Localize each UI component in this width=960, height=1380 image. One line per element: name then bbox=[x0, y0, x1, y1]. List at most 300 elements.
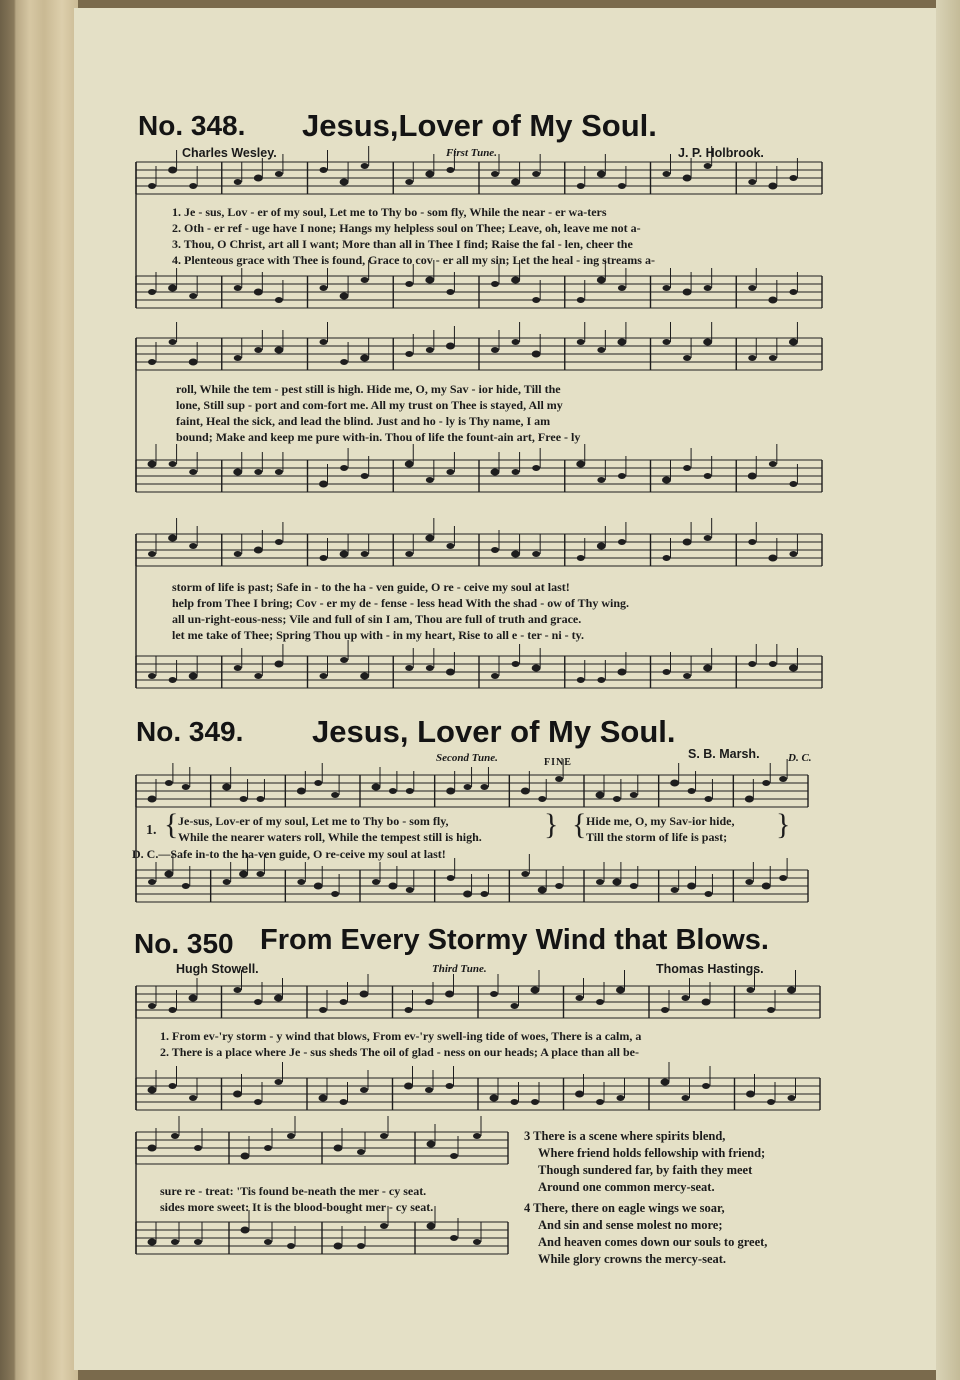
note-head bbox=[334, 1145, 342, 1151]
hymn-349-dc-mark: D. C. bbox=[788, 752, 812, 764]
left-brace: { bbox=[572, 808, 587, 841]
note-head bbox=[194, 1239, 202, 1245]
note-head bbox=[597, 477, 605, 483]
note-head bbox=[148, 673, 156, 679]
note-head bbox=[447, 788, 455, 794]
note-head bbox=[704, 535, 712, 541]
note-head bbox=[297, 879, 305, 885]
hymn-350-tune: Third Tune. bbox=[432, 963, 487, 975]
note-head bbox=[189, 543, 197, 549]
note-head bbox=[512, 277, 520, 283]
note-head bbox=[275, 1079, 283, 1085]
note-head bbox=[512, 469, 520, 475]
note-head bbox=[361, 355, 369, 361]
lyric-line: Hide me, O, my Sav-ior hide, bbox=[586, 814, 735, 828]
note-head bbox=[169, 535, 177, 541]
note-head bbox=[704, 339, 712, 345]
note-head bbox=[357, 1243, 365, 1249]
note-head bbox=[762, 883, 770, 889]
note-head bbox=[480, 891, 488, 897]
hymn-350-title: From Every Stormy Wind that Blows. bbox=[260, 924, 769, 956]
note-head bbox=[555, 883, 563, 889]
note-head bbox=[704, 285, 712, 291]
lyric-line: roll, While the tem - pest still is high. Hide me, O, my Sav - ior hide, Till the bbox=[176, 382, 561, 396]
note-head bbox=[182, 784, 190, 790]
note-head bbox=[360, 991, 368, 997]
note-head bbox=[360, 1087, 368, 1093]
note-head bbox=[767, 1099, 775, 1105]
note-head bbox=[671, 780, 679, 786]
hymn-350-composer: Thomas Hastings. bbox=[656, 962, 764, 976]
note-head bbox=[320, 673, 328, 679]
note-head bbox=[165, 780, 173, 786]
note-head bbox=[405, 179, 413, 185]
note-head bbox=[426, 347, 434, 353]
lyric-line: Je-sus, Lov-er of my soul, Let me to Thy bo - som fly, bbox=[178, 814, 449, 828]
note-head bbox=[747, 987, 755, 993]
note-head bbox=[617, 987, 625, 993]
note-head bbox=[747, 1091, 755, 1097]
note-head bbox=[297, 788, 305, 794]
lyric-line: 2. There is a place where Je - sus sheds The oil of glad - ness on our heads; A place than all be- bbox=[160, 1045, 639, 1059]
note-head bbox=[748, 473, 756, 479]
note-head bbox=[762, 780, 770, 786]
note-head bbox=[779, 776, 787, 782]
note-head bbox=[189, 995, 197, 1001]
note-head bbox=[254, 999, 262, 1005]
note-head bbox=[148, 551, 156, 557]
note-head bbox=[531, 1099, 539, 1105]
lyric-line: faint, Heal the sick, and lead the blind. Just and ho - ly is Thy name, I am bbox=[176, 414, 551, 428]
note-head bbox=[189, 293, 197, 299]
note-head bbox=[491, 171, 499, 177]
note-head bbox=[597, 171, 605, 177]
note-head bbox=[189, 1095, 197, 1101]
note-head bbox=[405, 281, 413, 287]
note-head bbox=[275, 469, 283, 475]
note-head bbox=[748, 355, 756, 361]
note-head bbox=[234, 179, 242, 185]
lyric-line: let me take of Thee; Spring Thou up with - in my heart, Rise to all e - ter - ni - ty. bbox=[172, 628, 584, 642]
note-head bbox=[275, 171, 283, 177]
lyric-line: help from Thee I bring; Cov - er my de - fense - less head With the shad - ow of Thy wing. bbox=[172, 596, 630, 610]
note-head bbox=[320, 285, 328, 291]
note-head bbox=[704, 473, 712, 479]
hymn-349-number: No. 349. bbox=[136, 716, 244, 747]
lyric-line: sure re - treat: 'Tis found be-neath the mer - cy seat. bbox=[160, 1184, 427, 1198]
note-head bbox=[256, 871, 264, 877]
note-head bbox=[597, 347, 605, 353]
note-head bbox=[241, 1153, 249, 1159]
note-head bbox=[256, 796, 264, 802]
note-head bbox=[389, 788, 397, 794]
note-head bbox=[361, 277, 369, 283]
note-head bbox=[234, 551, 242, 557]
note-head bbox=[334, 1243, 342, 1249]
note-head bbox=[405, 351, 413, 357]
note-head bbox=[254, 289, 262, 295]
hymn-349-tune: Second Tune. bbox=[436, 752, 498, 764]
hymn-348-lyrics-2 bbox=[176, 381, 580, 445]
note-head bbox=[789, 175, 797, 181]
note-head bbox=[223, 784, 231, 790]
note-head bbox=[405, 665, 413, 671]
note-head bbox=[748, 285, 756, 291]
note-head bbox=[663, 171, 671, 177]
note-head bbox=[663, 669, 671, 675]
note-head bbox=[597, 277, 605, 283]
note-head bbox=[287, 1133, 295, 1139]
note-head bbox=[512, 661, 520, 667]
note-head bbox=[340, 359, 348, 365]
note-head bbox=[538, 887, 546, 893]
note-head bbox=[340, 551, 348, 557]
note-head bbox=[148, 1003, 156, 1009]
hymn-349-title: Jesus, Lover of My Soul. bbox=[312, 714, 676, 749]
note-head bbox=[406, 788, 414, 794]
note-head bbox=[473, 1133, 481, 1139]
note-head bbox=[319, 1095, 327, 1101]
note-head bbox=[521, 788, 529, 794]
hymn-348-number: No. 348. bbox=[138, 110, 246, 141]
note-head bbox=[788, 987, 796, 993]
note-head bbox=[169, 339, 177, 345]
note-head bbox=[169, 461, 177, 467]
note-head bbox=[630, 792, 638, 798]
note-head bbox=[663, 285, 671, 291]
note-head bbox=[405, 1007, 413, 1013]
note-head bbox=[532, 665, 540, 671]
right-brace: } bbox=[776, 808, 791, 841]
note-head bbox=[512, 551, 520, 557]
note-head bbox=[427, 1223, 435, 1229]
note-head bbox=[577, 339, 585, 345]
note-head bbox=[234, 987, 242, 993]
hymn-350-lyrics-1 bbox=[160, 1028, 641, 1060]
hymn-350-verse-4 bbox=[524, 1200, 767, 1268]
note-head bbox=[148, 879, 156, 885]
note-head bbox=[789, 551, 797, 557]
note-head bbox=[618, 473, 626, 479]
hymn-349-fine: FINE bbox=[544, 757, 572, 768]
note-head bbox=[597, 677, 605, 683]
note-head bbox=[148, 1087, 156, 1093]
note-head bbox=[361, 673, 369, 679]
note-head bbox=[745, 796, 753, 802]
note-head bbox=[148, 289, 156, 295]
note-head bbox=[532, 551, 540, 557]
note-head bbox=[426, 665, 434, 671]
note-head bbox=[340, 465, 348, 471]
hymn-348-composer: J. P. Holbrook. bbox=[678, 146, 764, 160]
hymn-348-author: Charles Wesley. bbox=[182, 146, 277, 160]
note-head bbox=[165, 871, 173, 877]
note-head bbox=[169, 1083, 177, 1089]
note-head bbox=[769, 297, 777, 303]
verse-line: And heaven comes down our souls to greet, bbox=[538, 1235, 768, 1249]
note-head bbox=[314, 883, 322, 889]
note-head bbox=[683, 465, 691, 471]
note-head bbox=[704, 163, 712, 169]
note-head bbox=[240, 796, 248, 802]
hymn-348-tune: First Tune. bbox=[446, 147, 497, 159]
verse-line: Around one common mercy-seat. bbox=[538, 1180, 715, 1194]
note-head bbox=[576, 1091, 584, 1097]
note-head bbox=[148, 1145, 156, 1151]
note-head bbox=[683, 539, 691, 545]
verse-line: Though sundered far, by faith they meet bbox=[538, 1163, 753, 1177]
left-brace: { bbox=[164, 808, 179, 841]
note-head bbox=[596, 879, 604, 885]
note-head bbox=[427, 1141, 435, 1147]
note-head bbox=[663, 555, 671, 561]
note-head bbox=[663, 477, 671, 483]
note-head bbox=[490, 1095, 498, 1101]
note-head bbox=[189, 673, 197, 679]
note-head bbox=[446, 343, 454, 349]
lyric-line: Till the storm of life is past; bbox=[586, 830, 728, 844]
note-head bbox=[618, 183, 626, 189]
note-head bbox=[617, 1095, 625, 1101]
note-head bbox=[361, 163, 369, 169]
note-head bbox=[426, 477, 434, 483]
note-head bbox=[683, 289, 691, 295]
note-head bbox=[171, 1239, 179, 1245]
note-head bbox=[661, 1079, 669, 1085]
note-head bbox=[450, 1235, 458, 1241]
hymn-350-number: No. 350 bbox=[134, 928, 234, 959]
note-head bbox=[361, 551, 369, 557]
note-head bbox=[702, 999, 710, 1005]
note-head bbox=[425, 999, 433, 1005]
note-head bbox=[769, 555, 777, 561]
note-head bbox=[275, 539, 283, 545]
note-head bbox=[682, 995, 690, 1001]
note-head bbox=[577, 461, 585, 467]
note-head bbox=[254, 547, 262, 553]
note-head bbox=[264, 1145, 272, 1151]
note-head bbox=[577, 677, 585, 683]
note-head bbox=[490, 991, 498, 997]
note-head bbox=[148, 183, 156, 189]
note-head bbox=[531, 987, 539, 993]
verse-line: Where friend holds fellowship with friend; bbox=[538, 1146, 766, 1160]
note-head bbox=[254, 1099, 262, 1105]
verse-line: While glory crowns the mercy-seat. bbox=[538, 1252, 727, 1266]
note-head bbox=[380, 1133, 388, 1139]
note-head bbox=[169, 1007, 177, 1013]
verse-line: And sin and sense molest no more; bbox=[538, 1218, 723, 1232]
note-head bbox=[521, 871, 529, 877]
note-head bbox=[287, 1243, 295, 1249]
note-head bbox=[148, 461, 156, 467]
note-head bbox=[789, 481, 797, 487]
note-head bbox=[234, 1091, 242, 1097]
note-head bbox=[767, 1007, 775, 1013]
note-head bbox=[769, 461, 777, 467]
note-head bbox=[275, 347, 283, 353]
note-head bbox=[234, 285, 242, 291]
note-head bbox=[254, 175, 262, 181]
lyric-line: 4. Plenteous grace with Thee is found, Grace to cov - er all my sin; Let the heal - ing streams a- bbox=[172, 253, 655, 267]
hymn-350-lyrics-2 bbox=[160, 1183, 433, 1215]
note-head bbox=[234, 665, 242, 671]
note-head bbox=[425, 1087, 433, 1093]
note-head bbox=[618, 285, 626, 291]
note-head bbox=[340, 179, 348, 185]
note-head bbox=[340, 293, 348, 299]
note-head bbox=[464, 784, 472, 790]
note-head bbox=[446, 469, 454, 475]
lyric-line: 2. Oth - er ref - uge have I none; Hangs my helpless soul on Thee; Leave, oh, leave me not a- bbox=[172, 221, 641, 235]
note-head bbox=[380, 1223, 388, 1229]
note-head bbox=[511, 1099, 519, 1105]
note-head bbox=[189, 469, 197, 475]
note-head bbox=[340, 1099, 348, 1105]
note-head bbox=[532, 351, 540, 357]
note-head bbox=[683, 673, 691, 679]
lyric-line: 1. From ev-'ry storm - y wind that blows, From ev-'ry swell-ing tide of woes, There is a calm, a bbox=[160, 1029, 642, 1043]
note-head bbox=[446, 669, 454, 675]
verse-line: 3 There is a scene where spirits blend, bbox=[524, 1129, 726, 1143]
note-head bbox=[182, 883, 190, 889]
note-head bbox=[340, 657, 348, 663]
lyric-line: all un-right-eous-ness; Vile and full of sin I am, Thou are full of truth and grace. bbox=[172, 612, 582, 626]
verse-line: 4 There, there on eagle wings we soar, bbox=[524, 1201, 725, 1215]
note-head bbox=[618, 539, 626, 545]
hymn-349-composer: S. B. Marsh. bbox=[688, 747, 760, 761]
note-head bbox=[254, 673, 262, 679]
note-head bbox=[389, 883, 397, 889]
note-head bbox=[473, 1239, 481, 1245]
note-head bbox=[532, 465, 540, 471]
lyric-line: While the nearer waters roll, While the tempest still is high. bbox=[178, 830, 482, 844]
note-head bbox=[169, 677, 177, 683]
note-head bbox=[577, 297, 585, 303]
note-head bbox=[491, 281, 499, 287]
note-head bbox=[446, 543, 454, 549]
lyric-line: lone, Still sup - port and com-fort me. All my trust on Thee is stayed, All my bbox=[176, 398, 563, 412]
note-head bbox=[688, 788, 696, 794]
note-head bbox=[748, 179, 756, 185]
note-head bbox=[148, 359, 156, 365]
note-head bbox=[234, 355, 242, 361]
note-head bbox=[512, 179, 520, 185]
note-head bbox=[405, 461, 413, 467]
note-head bbox=[512, 339, 520, 345]
note-head bbox=[314, 780, 322, 786]
note-head bbox=[577, 183, 585, 189]
note-head bbox=[555, 776, 563, 782]
note-head bbox=[320, 481, 328, 487]
note-head bbox=[491, 547, 499, 553]
note-head bbox=[241, 1227, 249, 1233]
lyric-line: 1. Je - sus, Lov - er of my soul, Let me to Thy bo - som fly, While the near - er wa-ters bbox=[172, 205, 607, 219]
note-head bbox=[320, 339, 328, 345]
note-head bbox=[769, 661, 777, 667]
hymn-349-lyrics-a bbox=[178, 813, 482, 845]
note-head bbox=[491, 469, 499, 475]
hymn-348-title: Jesus,Lover of My Soul. bbox=[302, 108, 657, 143]
note-head bbox=[406, 887, 414, 893]
note-head bbox=[618, 669, 626, 675]
note-head bbox=[704, 665, 712, 671]
note-head bbox=[663, 339, 671, 345]
note-head bbox=[426, 535, 434, 541]
note-head bbox=[357, 1149, 365, 1155]
note-head bbox=[613, 796, 621, 802]
note-head bbox=[264, 1239, 272, 1245]
note-head bbox=[683, 175, 691, 181]
note-head bbox=[789, 289, 797, 295]
note-head bbox=[331, 792, 339, 798]
note-head bbox=[576, 995, 584, 1001]
note-head bbox=[779, 875, 787, 881]
note-head bbox=[405, 551, 413, 557]
hymn-348-lyrics-1 bbox=[172, 204, 655, 268]
note-head bbox=[538, 796, 546, 802]
note-head bbox=[704, 891, 712, 897]
note-head bbox=[702, 1083, 710, 1089]
note-head bbox=[613, 879, 621, 885]
note-head bbox=[446, 1083, 454, 1089]
note-head bbox=[446, 289, 454, 295]
note-head bbox=[319, 1007, 327, 1013]
note-head bbox=[189, 183, 197, 189]
hymn-349-dc-line: D. C.—Safe in-to the ha-ven guide, O re-ceive my soul at last! bbox=[132, 847, 446, 861]
note-head bbox=[446, 991, 454, 997]
note-head bbox=[426, 277, 434, 283]
note-head bbox=[745, 879, 753, 885]
note-head bbox=[596, 999, 604, 1005]
note-head bbox=[688, 883, 696, 889]
note-head bbox=[511, 1003, 519, 1009]
note-head bbox=[426, 171, 434, 177]
note-head bbox=[254, 347, 262, 353]
lyric-line: 3. Thou, O Christ, art all I want; More than all in Thee I find; Raise the fal - len, cheer the bbox=[172, 237, 633, 251]
note-head bbox=[748, 539, 756, 545]
note-head bbox=[320, 555, 328, 561]
hymn-348-lyrics-3 bbox=[172, 579, 629, 643]
note-head bbox=[532, 171, 540, 177]
note-head bbox=[234, 469, 242, 475]
note-head bbox=[189, 359, 197, 365]
note-head bbox=[491, 347, 499, 353]
note-head bbox=[491, 673, 499, 679]
note-head bbox=[769, 183, 777, 189]
right-brace: } bbox=[544, 808, 559, 841]
note-head bbox=[405, 1083, 413, 1089]
note-head bbox=[275, 995, 283, 1001]
note-head bbox=[788, 1095, 796, 1101]
note-head bbox=[748, 661, 756, 667]
hymn-349-verse-number: 1. bbox=[146, 823, 157, 838]
note-head bbox=[683, 355, 691, 361]
hymn-350-verse-3 bbox=[524, 1128, 765, 1196]
lyric-line: sides more sweet: It is the blood-bought mer - cy seat. bbox=[160, 1200, 434, 1214]
hymn-349-lyrics-b bbox=[586, 813, 734, 845]
note-head bbox=[320, 167, 328, 173]
note-head bbox=[169, 167, 177, 173]
note-head bbox=[618, 339, 626, 345]
note-head bbox=[661, 1007, 669, 1013]
note-head bbox=[596, 792, 604, 798]
note-head bbox=[340, 999, 348, 1005]
note-head bbox=[769, 355, 777, 361]
note-head bbox=[275, 297, 283, 303]
note-head bbox=[480, 784, 488, 790]
note-head bbox=[446, 167, 454, 173]
